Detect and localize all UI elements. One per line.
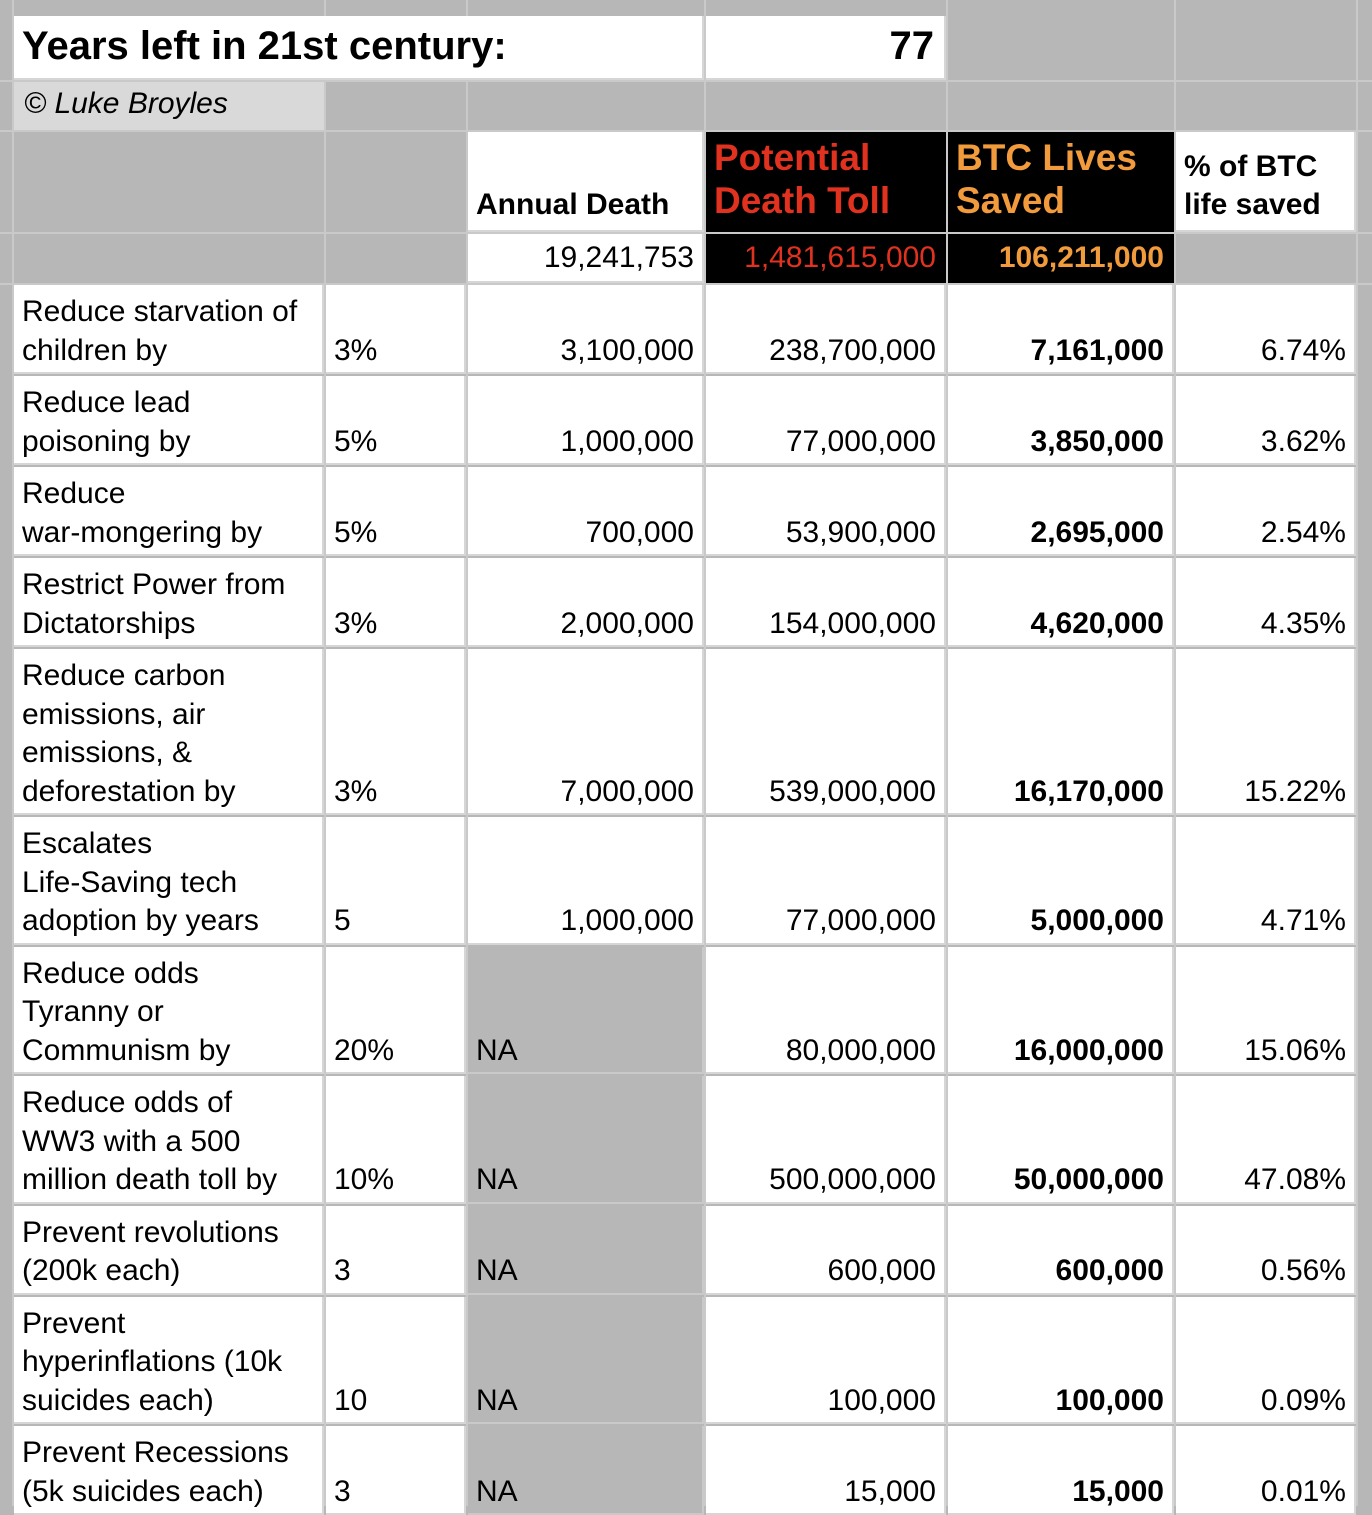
row-factor[interactable]: 3% (326, 649, 466, 815)
row-annual-death[interactable]: 1,000,000 (468, 376, 704, 465)
row-potential-death-toll[interactable]: 238,700,000 (706, 285, 946, 374)
years-left-cell[interactable]: 77 (706, 16, 946, 80)
row-potential-death-toll[interactable]: 15,000 (706, 1426, 946, 1515)
row-label[interactable]: Reduce lead poisoning by (14, 376, 324, 465)
copyright-cell[interactable]: © Luke Broyles (14, 82, 324, 130)
row-btc-lives-saved[interactable]: 600,000 (948, 1206, 1174, 1295)
row-label[interactable]: Reduce war-mongering by (14, 467, 324, 556)
pct-btc-header[interactable]: % of BTC life saved (1176, 132, 1356, 232)
row-factor[interactable]: 5 (326, 817, 466, 945)
row-annual-death[interactable]: 700,000 (468, 467, 704, 556)
row-pct-btc[interactable]: 47.08% (1176, 1076, 1356, 1204)
row-annual-death[interactable]: 1,000,000 (468, 817, 704, 945)
row-btc-lives-saved[interactable]: 7,161,000 (948, 285, 1174, 374)
row-pct-btc[interactable]: 0.01% (1176, 1426, 1356, 1515)
row-annual-death[interactable]: 7,000,000 (468, 649, 704, 815)
row-factor[interactable]: 10 (326, 1297, 466, 1425)
row-btc-lives-saved[interactable]: 5,000,000 (948, 817, 1174, 945)
row-btc-lives-saved[interactable]: 16,000,000 (948, 947, 1174, 1075)
row-annual-death[interactable]: NA (468, 947, 704, 1075)
row-label[interactable]: Prevent Recessions (5k suicides each) (14, 1426, 324, 1515)
row-label[interactable]: Reduce odds Tyranny or Communism by (14, 947, 324, 1075)
row-potential-death-toll[interactable]: 80,000,000 (706, 947, 946, 1075)
row-potential-death-toll[interactable]: 154,000,000 (706, 558, 946, 647)
row-factor[interactable]: 5% (326, 376, 466, 465)
row-pct-btc[interactable]: 4.35% (1176, 558, 1356, 647)
row-btc-lives-saved[interactable]: 50,000,000 (948, 1076, 1174, 1204)
title-cell[interactable]: Years left in 21st century: (14, 16, 704, 80)
row-annual-death[interactable]: NA (468, 1426, 704, 1515)
potential-death-toll-header[interactable]: Potential Death Toll (706, 132, 946, 232)
grid-line (1356, 0, 1358, 1506)
row-pct-btc[interactable]: 4.71% (1176, 817, 1356, 945)
row-label[interactable]: Restrict Power from Dictatorships (14, 558, 324, 647)
row-pct-btc[interactable]: 0.09% (1176, 1297, 1356, 1425)
row-potential-death-toll[interactable]: 77,000,000 (706, 376, 946, 465)
row-potential-death-toll[interactable]: 539,000,000 (706, 649, 946, 815)
total-potential-death-toll[interactable]: 1,481,615,000 (706, 234, 946, 283)
row-factor[interactable]: 20% (326, 947, 466, 1075)
row-annual-death[interactable]: NA (468, 1206, 704, 1295)
row-factor[interactable]: 3% (326, 558, 466, 647)
row-label[interactable]: Prevent revolutions (200k each) (14, 1206, 324, 1295)
row-label[interactable]: Escalates Life-Saving tech adoption by years (14, 817, 324, 945)
row-factor[interactable]: 3% (326, 285, 466, 374)
row-btc-lives-saved[interactable]: 100,000 (948, 1297, 1174, 1425)
row-annual-death[interactable]: NA (468, 1297, 704, 1425)
row-pct-btc[interactable]: 3.62% (1176, 376, 1356, 465)
row-potential-death-toll[interactable]: 77,000,000 (706, 817, 946, 945)
row-potential-death-toll[interactable]: 600,000 (706, 1206, 946, 1295)
row-factor[interactable]: 5% (326, 467, 466, 556)
row-pct-btc[interactable]: 2.54% (1176, 467, 1356, 556)
row-btc-lives-saved[interactable]: 4,620,000 (948, 558, 1174, 647)
annual-death-header[interactable]: Annual Death (468, 132, 704, 232)
row-potential-death-toll[interactable]: 100,000 (706, 1297, 946, 1425)
row-btc-lives-saved[interactable]: 3,850,000 (948, 376, 1174, 465)
row-potential-death-toll[interactable]: 53,900,000 (706, 467, 946, 556)
row-annual-death[interactable]: NA (468, 1076, 704, 1204)
row-label[interactable]: Reduce starvation of children by (14, 285, 324, 374)
row-label[interactable]: Reduce odds of WW3 with a 500 million death toll by (14, 1076, 324, 1204)
row-label[interactable]: Prevent hyperinflations (10k suicides each) (14, 1297, 324, 1425)
btc-lives-saved-header[interactable]: BTC Lives Saved (948, 132, 1174, 232)
row-annual-death[interactable]: 3,100,000 (468, 285, 704, 374)
row-factor[interactable]: 3 (326, 1426, 466, 1515)
row-btc-lives-saved[interactable]: 15,000 (948, 1426, 1174, 1515)
row-pct-btc[interactable]: 15.06% (1176, 947, 1356, 1075)
row-btc-lives-saved[interactable]: 16,170,000 (948, 649, 1174, 815)
row-label[interactable]: Reduce carbon emissions, air emissions, & deforestation by (14, 649, 324, 815)
row-pct-btc[interactable]: 6.74% (1176, 285, 1356, 374)
row-pct-btc[interactable]: 0.56% (1176, 1206, 1356, 1295)
row-btc-lives-saved[interactable]: 2,695,000 (948, 467, 1174, 556)
row-annual-death[interactable]: 2,000,000 (468, 558, 704, 647)
row-potential-death-toll[interactable]: 500,000,000 (706, 1076, 946, 1204)
row-pct-btc[interactable]: 15.22% (1176, 649, 1356, 815)
row-factor[interactable]: 10% (326, 1076, 466, 1204)
row-factor[interactable]: 3 (326, 1206, 466, 1295)
total-annual-death[interactable]: 19,241,753 (468, 234, 704, 283)
total-btc-lives-saved[interactable]: 106,211,000 (948, 234, 1174, 283)
